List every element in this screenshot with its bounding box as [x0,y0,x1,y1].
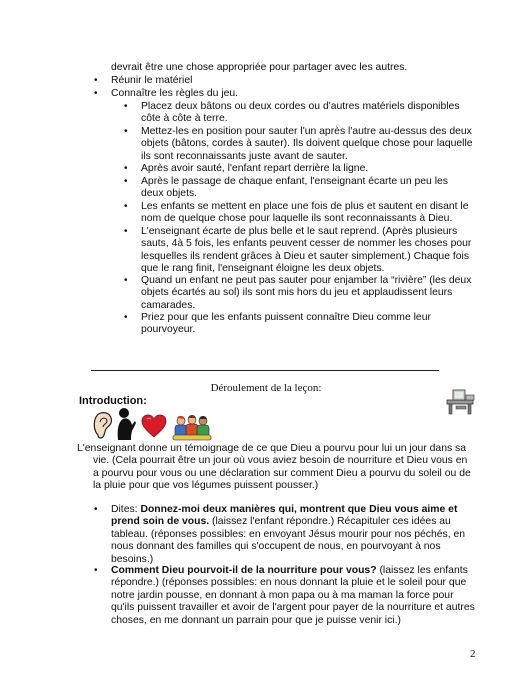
sub-item: Priez pour que les enfants puissent connaître Dieu comme leur pourvoyeur. [141,312,431,336]
sub-bullet-dot: • [124,126,128,137]
section-divider [91,370,439,371]
item-regles: Connaître les règles du jeu. [111,88,239,99]
teacher-desk-icon [444,386,478,416]
page-number: 2 [470,648,476,660]
bullet-dot: • [94,504,98,515]
list-continuation: devrait être une chose appropriée pour partager avec les autres. [111,62,408,73]
section-title: Déroulement de la leçon: [210,382,322,394]
praying-person-icon [114,407,138,441]
sub-bullet-dot: • [124,101,128,112]
bullet-rest: (laissez l'enfant répondre.) Récapituler ces idées au tableau. (réponses possibles: en envoyant Jésus mourir pour nos péchés, en nous donnant des familles qui s'occupent de nous, en pourvoyant à nos besoins.) [111,516,466,565]
bullet-dot: • [94,75,98,86]
sub-item: Placez deux bâtons ou deux cordes ou d'autres matériels disponibles côte à côte à terre. [141,101,460,125]
sub-bullet-dot: • [124,201,128,212]
ear-icon [90,409,116,441]
intro-paragraph: L'enseignant donne un témoignage de ce que Dieu a pourvu pour lui un jour dans sa vie. (Cela pourrait être un jour où vous aviez besoin de nourriture et Dieu vous en a pourvu pour vous ou une déclaration sur comment Dieu a pourvu du soleil ou de la pluie pour que vos légumes puissent pousser.) [77,443,471,492]
sub-bullet-dot: • [124,163,128,174]
sub-item: Les enfants se mettent en place une fois de plus et sautent en disant le nom de quelque chose pour laquelle ils sont reconnaissants à Dieu. [141,201,469,225]
sub-bullet-dot: • [124,226,128,237]
sub-bullet-dot: • [124,312,128,323]
sub-bullet-dot: • [124,275,128,286]
bullet-prefix: Dites: [111,504,141,515]
bullet-nourriture [111,565,476,627]
sub-item: L'enseignant écarte de plus belle et le saut reprend. (Après plusieurs sauts, 4à 5 fois, les enfants peuvent cesser de nommer les choses pour lesquelles ils rendent grâces à Dieu et sauter simplement.) Chaque fois que le rang finit, l'enseignant éloigne les deux objets. [141,226,472,275]
bullet-dites [111,504,476,566]
intro-heading: Introduction: [79,395,147,407]
heart-icon [140,413,168,439]
item-materiel: Réunir le matériel [111,75,193,86]
bullet-dot: • [94,88,98,99]
bullet-dot: • [94,565,98,576]
sub-item: Après le passage de chaque enfant, l'enseignant écarte un peu les deux objets. [141,176,448,200]
sub-item: Après avoir sauté, l'enfant repart derrière la ligne. [141,163,369,174]
bullet-rest: (laissez les enfants répondre.) (réponses possibles: en nous donnant la pluie et le soleil pour que notre jardin pousse, en donnant à mon papa ou à ma maman la force pour qu'ils puissent travailler et avoir de l'argent pour payer de la nourriture et autres choses, en me donnant un parrain pour que je puisse venir ici.) [111,565,475,626]
sub-item: Mettez-les en position pour sauter l'un après l'autre au-dessus des deux objets (bâtons, cordes à sauter). Ils doivent quelque chose pour laquelle ils sont reconnaissants juste avant de sauter. [141,126,473,162]
children-group-icon [172,413,212,441]
sub-item: Quand un enfant ne peut pas sauter pour enjamber la “rivière” (les deux objets écartés au sol) ils sont mis hors du jeu et applaudissent leurs camarades. [141,275,472,311]
bullet-question: Donnez-moi deux manières qui, montrent que Dieu vous aime et prend soin de vous. [111,504,458,528]
sub-bullet-dot: • [124,176,128,187]
bullet-question: Comment Dieu pourvoit-il de la nourriture pour vous? [111,565,377,576]
